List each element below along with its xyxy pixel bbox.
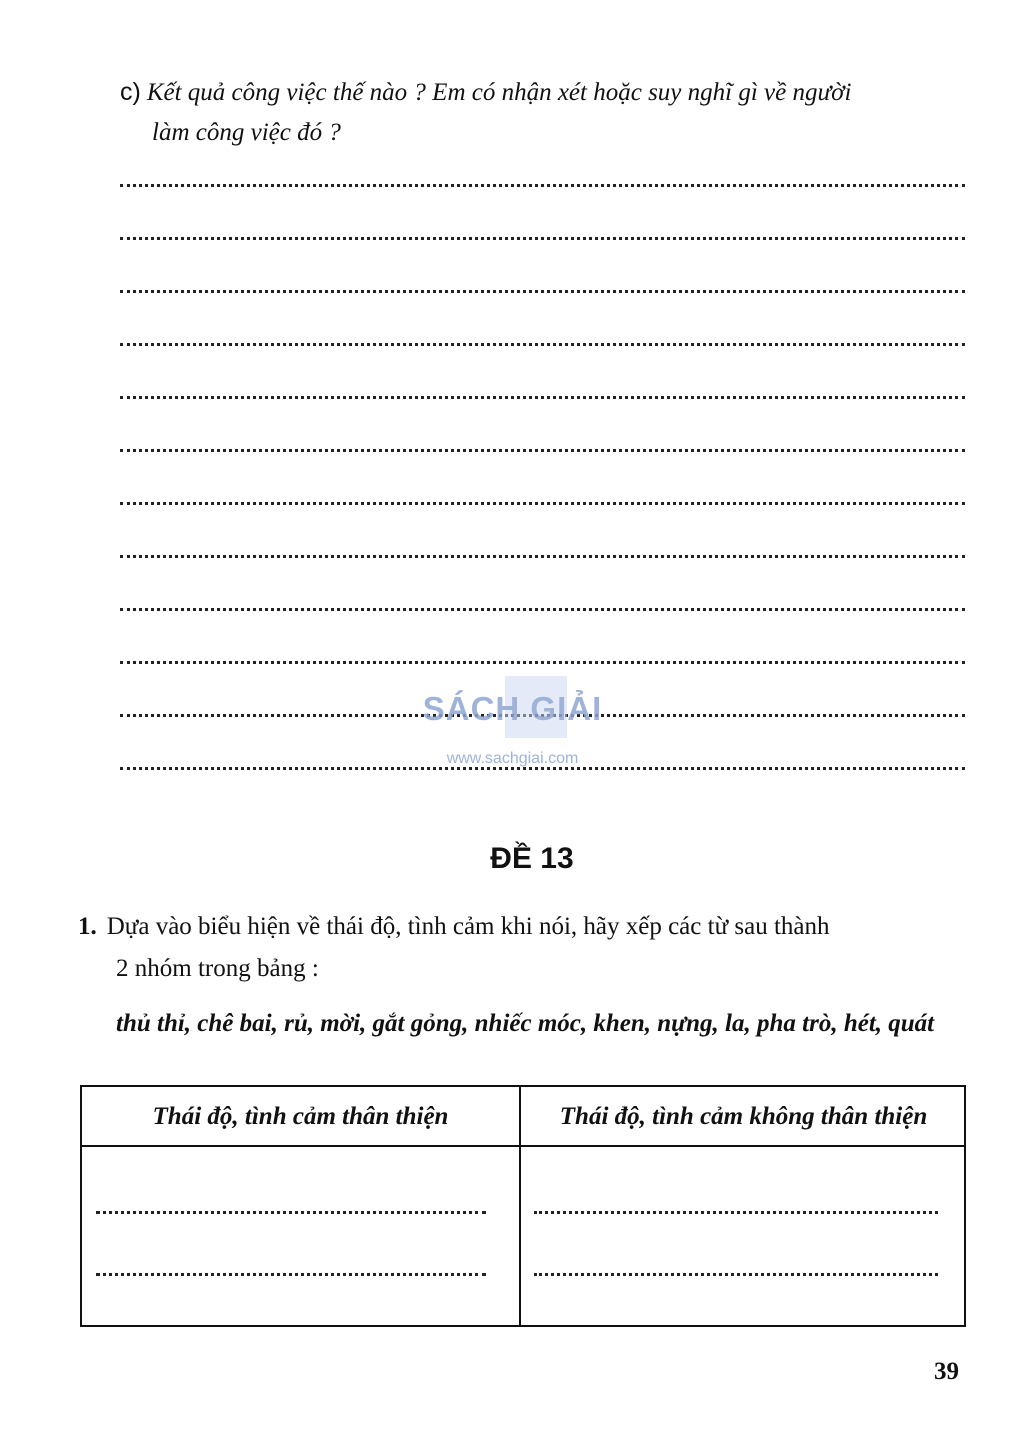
- question-c-text-cont: làm công việc đó ?: [152, 119, 341, 146]
- question-c-label: c): [120, 78, 141, 106]
- question-1-text-cont: 2 nhóm trong bảng :: [116, 955, 319, 982]
- unfriendly-answer-line[interactable]: [534, 1211, 938, 1214]
- table-header-unfriendly: Thái độ, tình cảm không thân thiện: [559, 1103, 928, 1130]
- watermark-title: SÁCH GIẢI: [422, 690, 603, 727]
- friendly-answer-line[interactable]: [96, 1273, 486, 1276]
- unfriendly-answer-line[interactable]: [534, 1273, 938, 1276]
- answer-line[interactable]: [120, 449, 965, 452]
- answer-line[interactable]: [120, 237, 965, 240]
- table-header-friendly: Thái độ, tình cảm thân thiện: [152, 1103, 449, 1130]
- answer-line[interactable]: [120, 396, 965, 399]
- answer-line[interactable]: [120, 184, 965, 187]
- question-c-text: Kết quả công việc thế nào ? Em có nhận xét hoặc suy nghĩ gì về người: [146, 79, 852, 106]
- answer-line[interactable]: [120, 290, 965, 293]
- section-title: ĐỀ 13: [490, 842, 574, 875]
- answer-line[interactable]: [120, 343, 965, 346]
- answer-line[interactable]: [120, 608, 965, 611]
- answer-line[interactable]: [120, 661, 965, 664]
- question-c: [120, 72, 980, 153]
- friendly-answer-line[interactable]: [96, 1211, 486, 1214]
- classification-table: [80, 1085, 966, 1327]
- page-number: 39: [934, 1358, 959, 1385]
- answer-line[interactable]: [120, 502, 965, 505]
- answer-line[interactable]: [120, 555, 965, 558]
- question-1-text: Dựa vào biểu hiện về thái độ, tình cảm khi nói, hãy xếp các từ sau thành: [106, 913, 830, 940]
- table-header-divider: [82, 1145, 964, 1147]
- watermark-url: www.sachgiai.com: [446, 750, 579, 767]
- question-1-number: 1.: [78, 913, 97, 940]
- watermark: [405, 676, 620, 768]
- word-list: thủ thỉ, chê bai, rủ, mời, gắt gỏng, nhiếc móc, khen, nựng, la, pha trò, hét, quát: [116, 1010, 935, 1037]
- question-1: [78, 906, 968, 990]
